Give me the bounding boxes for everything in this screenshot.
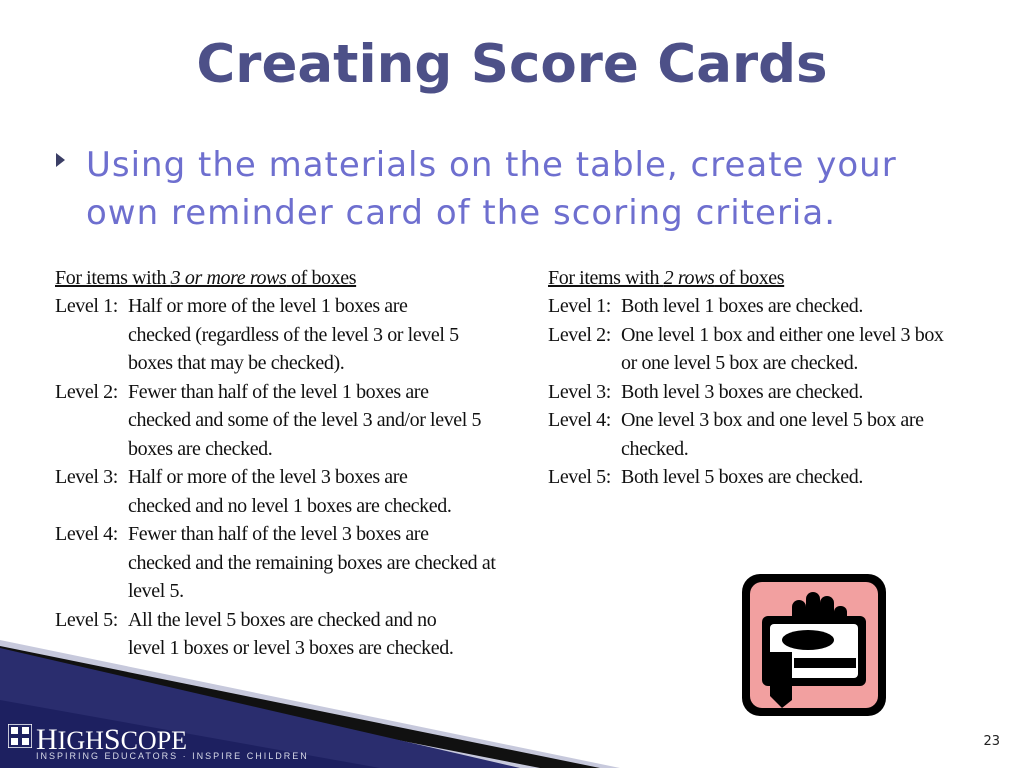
criterion-text: Fewer than half of the level 3 boxes are [128,523,429,545]
level-4-criterion [548,406,988,463]
level-1-criterion [548,292,988,321]
slide-title: Creating Score Cards [196,34,828,95]
level-label: Level 3: [548,380,611,403]
bullet-text: Using the materials on the table, create your own reminder card of the scoring criteria. [86,145,897,233]
criterion-text-continued: checked and some of the level 3 and/or level 5 boxes are checked. [128,409,482,460]
level-2-criterion [55,378,505,464]
level-label: Level 1: [548,295,611,317]
criterion-text: All the level 5 boxes are checked and no [128,608,437,631]
criterion-text: Half or more of the level 1 boxes are [128,295,408,317]
criterion-text: Fewer than half of the level 1 boxes are [128,380,429,403]
criterion-text: One level 3 box and one level 5 box are [621,409,924,431]
level-label: Level 1: [55,295,118,317]
left-column-heading: For items with 3 or more rows of boxes [55,267,357,289]
criterion-text-continued: checked and no level 1 boxes are checked. [128,494,452,517]
criterion-text-continued: or one level 5 box are checked. [621,352,858,374]
criterion-text-continued: checked and the remaining boxes are checked at level 5. [128,551,496,602]
criterion-text-continued: level 1 boxes or level 3 boxes are checked. [128,637,454,659]
triangle-bullet-icon [56,153,65,167]
level-label: Level 5: [548,466,611,488]
level-1-criterion [55,292,505,378]
criterion-text-continued: checked (regardless of the level 3 or level 5 boxes that may be checked). [128,323,459,374]
level-label: Level 3: [55,466,118,488]
criterion-text: Half or more of the level 3 boxes are [128,466,408,488]
level-4-criterion [55,520,505,606]
level-label: Level 4: [55,523,118,545]
level-3-criterion [548,378,988,407]
hand-holding-card-icon [740,572,888,718]
right-column-heading: For items with 2 rows of boxes [548,267,785,289]
criterion-text: Both level 5 boxes are checked. [621,466,863,488]
criterion-text: Both level 3 boxes are checked. [621,380,863,403]
level-3-criterion [55,463,505,520]
criterion-text: Both level 1 boxes are checked. [621,295,863,317]
left-criteria-column [55,265,505,663]
brand-tagline: INSPIRING EDUCATORS · INSPIRE CHILDREN [36,751,309,761]
level-label: Level 2: [548,323,611,346]
right-criteria-column [548,265,988,492]
level-label: Level 4: [548,409,611,431]
highscope-logo-icon [8,724,32,748]
criterion-text-continued: checked. [621,437,689,460]
page-number: 23 [983,734,1000,749]
level-label: Level 5: [55,608,118,631]
level-2-criterion [548,321,988,378]
highscope-brand-name: HIGHSCOPE [36,723,188,756]
level-label: Level 2: [55,380,118,403]
criterion-text: One level 1 box and either one level 3 box [621,323,944,346]
level-5-criterion [548,463,988,492]
